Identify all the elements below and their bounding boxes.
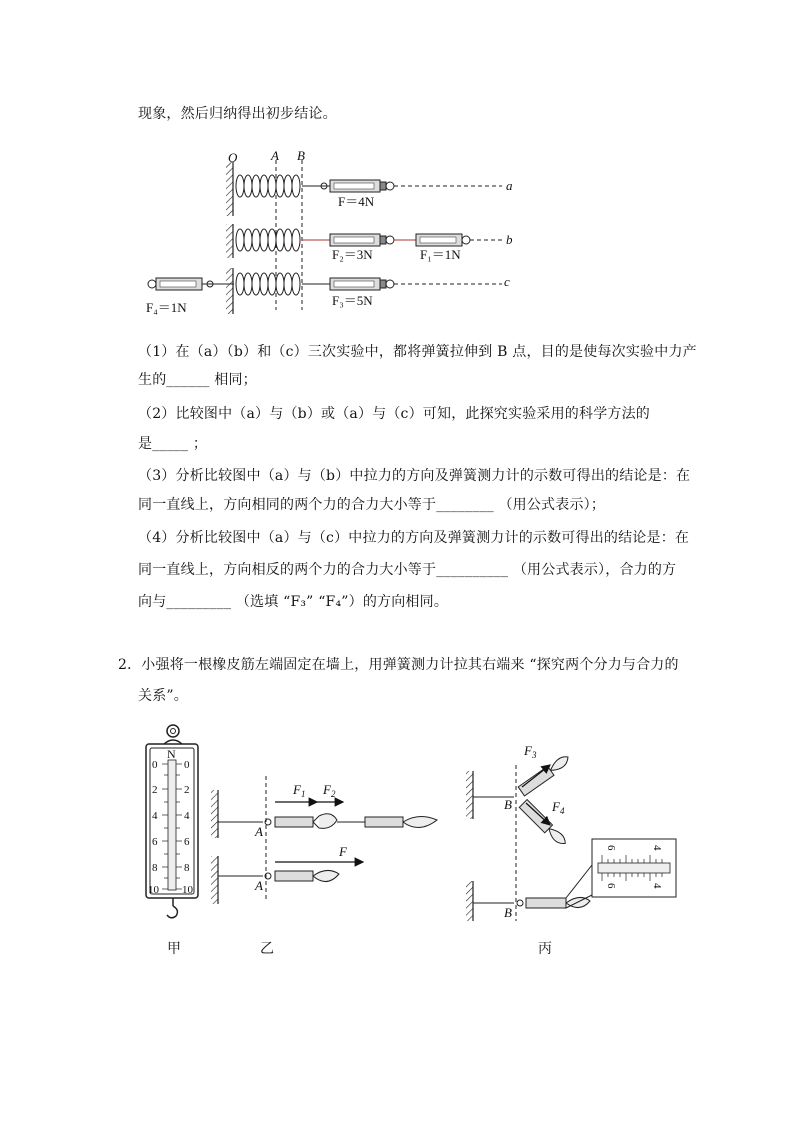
meter-b — [302, 234, 502, 246]
scale-right-4: 4 — [184, 810, 190, 822]
wall-c — [226, 268, 233, 314]
label-c: c — [504, 274, 510, 289]
label-F: F＝4N — [338, 194, 375, 209]
spring-c — [236, 273, 300, 295]
q1-p1-line2: 生的______ 相同； — [138, 372, 257, 388]
caption-yi: 乙 — [260, 941, 274, 957]
intro-text: 现象，然后归纳得出初步结论。 — [138, 106, 337, 122]
scale-left-8: 8 — [152, 862, 158, 874]
q1-p1-line1: （1）在（a）（b）和（c）三次实验中，都将弹簧拉伸到 B 点，目的是使每次实验中力产 — [138, 344, 697, 360]
label-F1: $F_1$ — [293, 782, 306, 799]
label-B: B — [297, 148, 305, 163]
scale-left-10: 10 — [148, 884, 159, 896]
scale-right-0: 0 — [184, 759, 190, 771]
label-A-upper: A — [255, 824, 263, 839]
meter-a — [302, 180, 502, 192]
caption-bing: 丙 — [538, 941, 552, 957]
rubber-band-figure-yi — [205, 770, 455, 910]
label-F3: $F_3$ — [524, 743, 537, 760]
q2-line1: 2．小强将一根橡皮筋左端固定在墙上，用弹簧测力计拉其右端来 “探究两个分力与合力的 — [118, 657, 679, 673]
q1-p3-line2: 同一直线上，方向相同的两个力的合力大小等于________ （用公式表示）； — [138, 497, 606, 513]
scale-left-2: 2 — [152, 784, 158, 796]
zoom-digit-4: 4 — [651, 883, 663, 889]
q1-p4-line3: 向与_________ （选填 “F₃” “F₄”）的方向相同。 — [138, 594, 449, 610]
wall-b — [226, 224, 233, 258]
caption-jia: 甲 — [167, 941, 181, 957]
label-B-upper: B — [504, 797, 512, 812]
scale-left-4: 4 — [152, 810, 158, 822]
scale-left-0: 0 — [152, 759, 158, 771]
spring-a — [236, 175, 300, 197]
label-F3: F₃＝5N — [332, 293, 373, 308]
q1-p2-line2: 是_____ ； — [138, 436, 208, 452]
label-A: A — [271, 148, 279, 163]
spring-b — [236, 229, 300, 251]
label-B-lower: B — [504, 905, 512, 920]
meter-c — [148, 278, 502, 290]
rubber-band-figure-bing — [462, 735, 692, 925]
label-F2: $F_2$ — [323, 782, 336, 799]
scale-right-8: 8 — [184, 862, 190, 874]
gauge-figure-jia — [140, 722, 210, 922]
label-b: b — [506, 232, 513, 247]
zoom-digit-2: 4 — [651, 845, 663, 851]
q1-p3-line1: （3）分析比较图中（a）与（b）中拉力的方向及弹簧测力计的示数可得出的结论是：在 — [138, 468, 691, 484]
label-F2: F₂＝3N — [332, 247, 373, 262]
label-F: F — [339, 844, 347, 859]
label-A-lower: A — [255, 878, 263, 893]
scale-right-10: 10 — [182, 884, 193, 896]
zoom-digit-3: 6 — [605, 883, 617, 889]
scale-left-6: 6 — [152, 836, 158, 848]
q1-p4-line1: （4）分析比较图中（a）与（c）中拉力的方向及弹簧测力计的示数可得出的结论是：在 — [138, 530, 690, 546]
label-F4: $F_4$ — [552, 799, 565, 816]
wall-a — [226, 162, 233, 216]
scale-right-6: 6 — [184, 836, 190, 848]
zoom-digit-1: 6 — [605, 845, 617, 851]
label-O: O — [228, 150, 238, 165]
label-F4: F₄＝1N — [146, 300, 187, 315]
gauge-unit: N — [167, 747, 176, 761]
q1-p2-line1: （2）比较图中（a）与（b）或（a）与（c）可知，此探究实验采用的科学方法的 — [138, 406, 651, 422]
label-F1: F₁＝1N — [420, 247, 461, 262]
spring-experiment-figure — [140, 140, 540, 325]
label-a: a — [506, 178, 513, 193]
q1-p4-line2: 同一直线上，方向相反的两个力的合力大小等于__________ （用公式表示），合力的方 — [138, 562, 677, 578]
scale-right-2: 2 — [184, 784, 190, 796]
q2-line2: 关系”。 — [138, 688, 188, 704]
